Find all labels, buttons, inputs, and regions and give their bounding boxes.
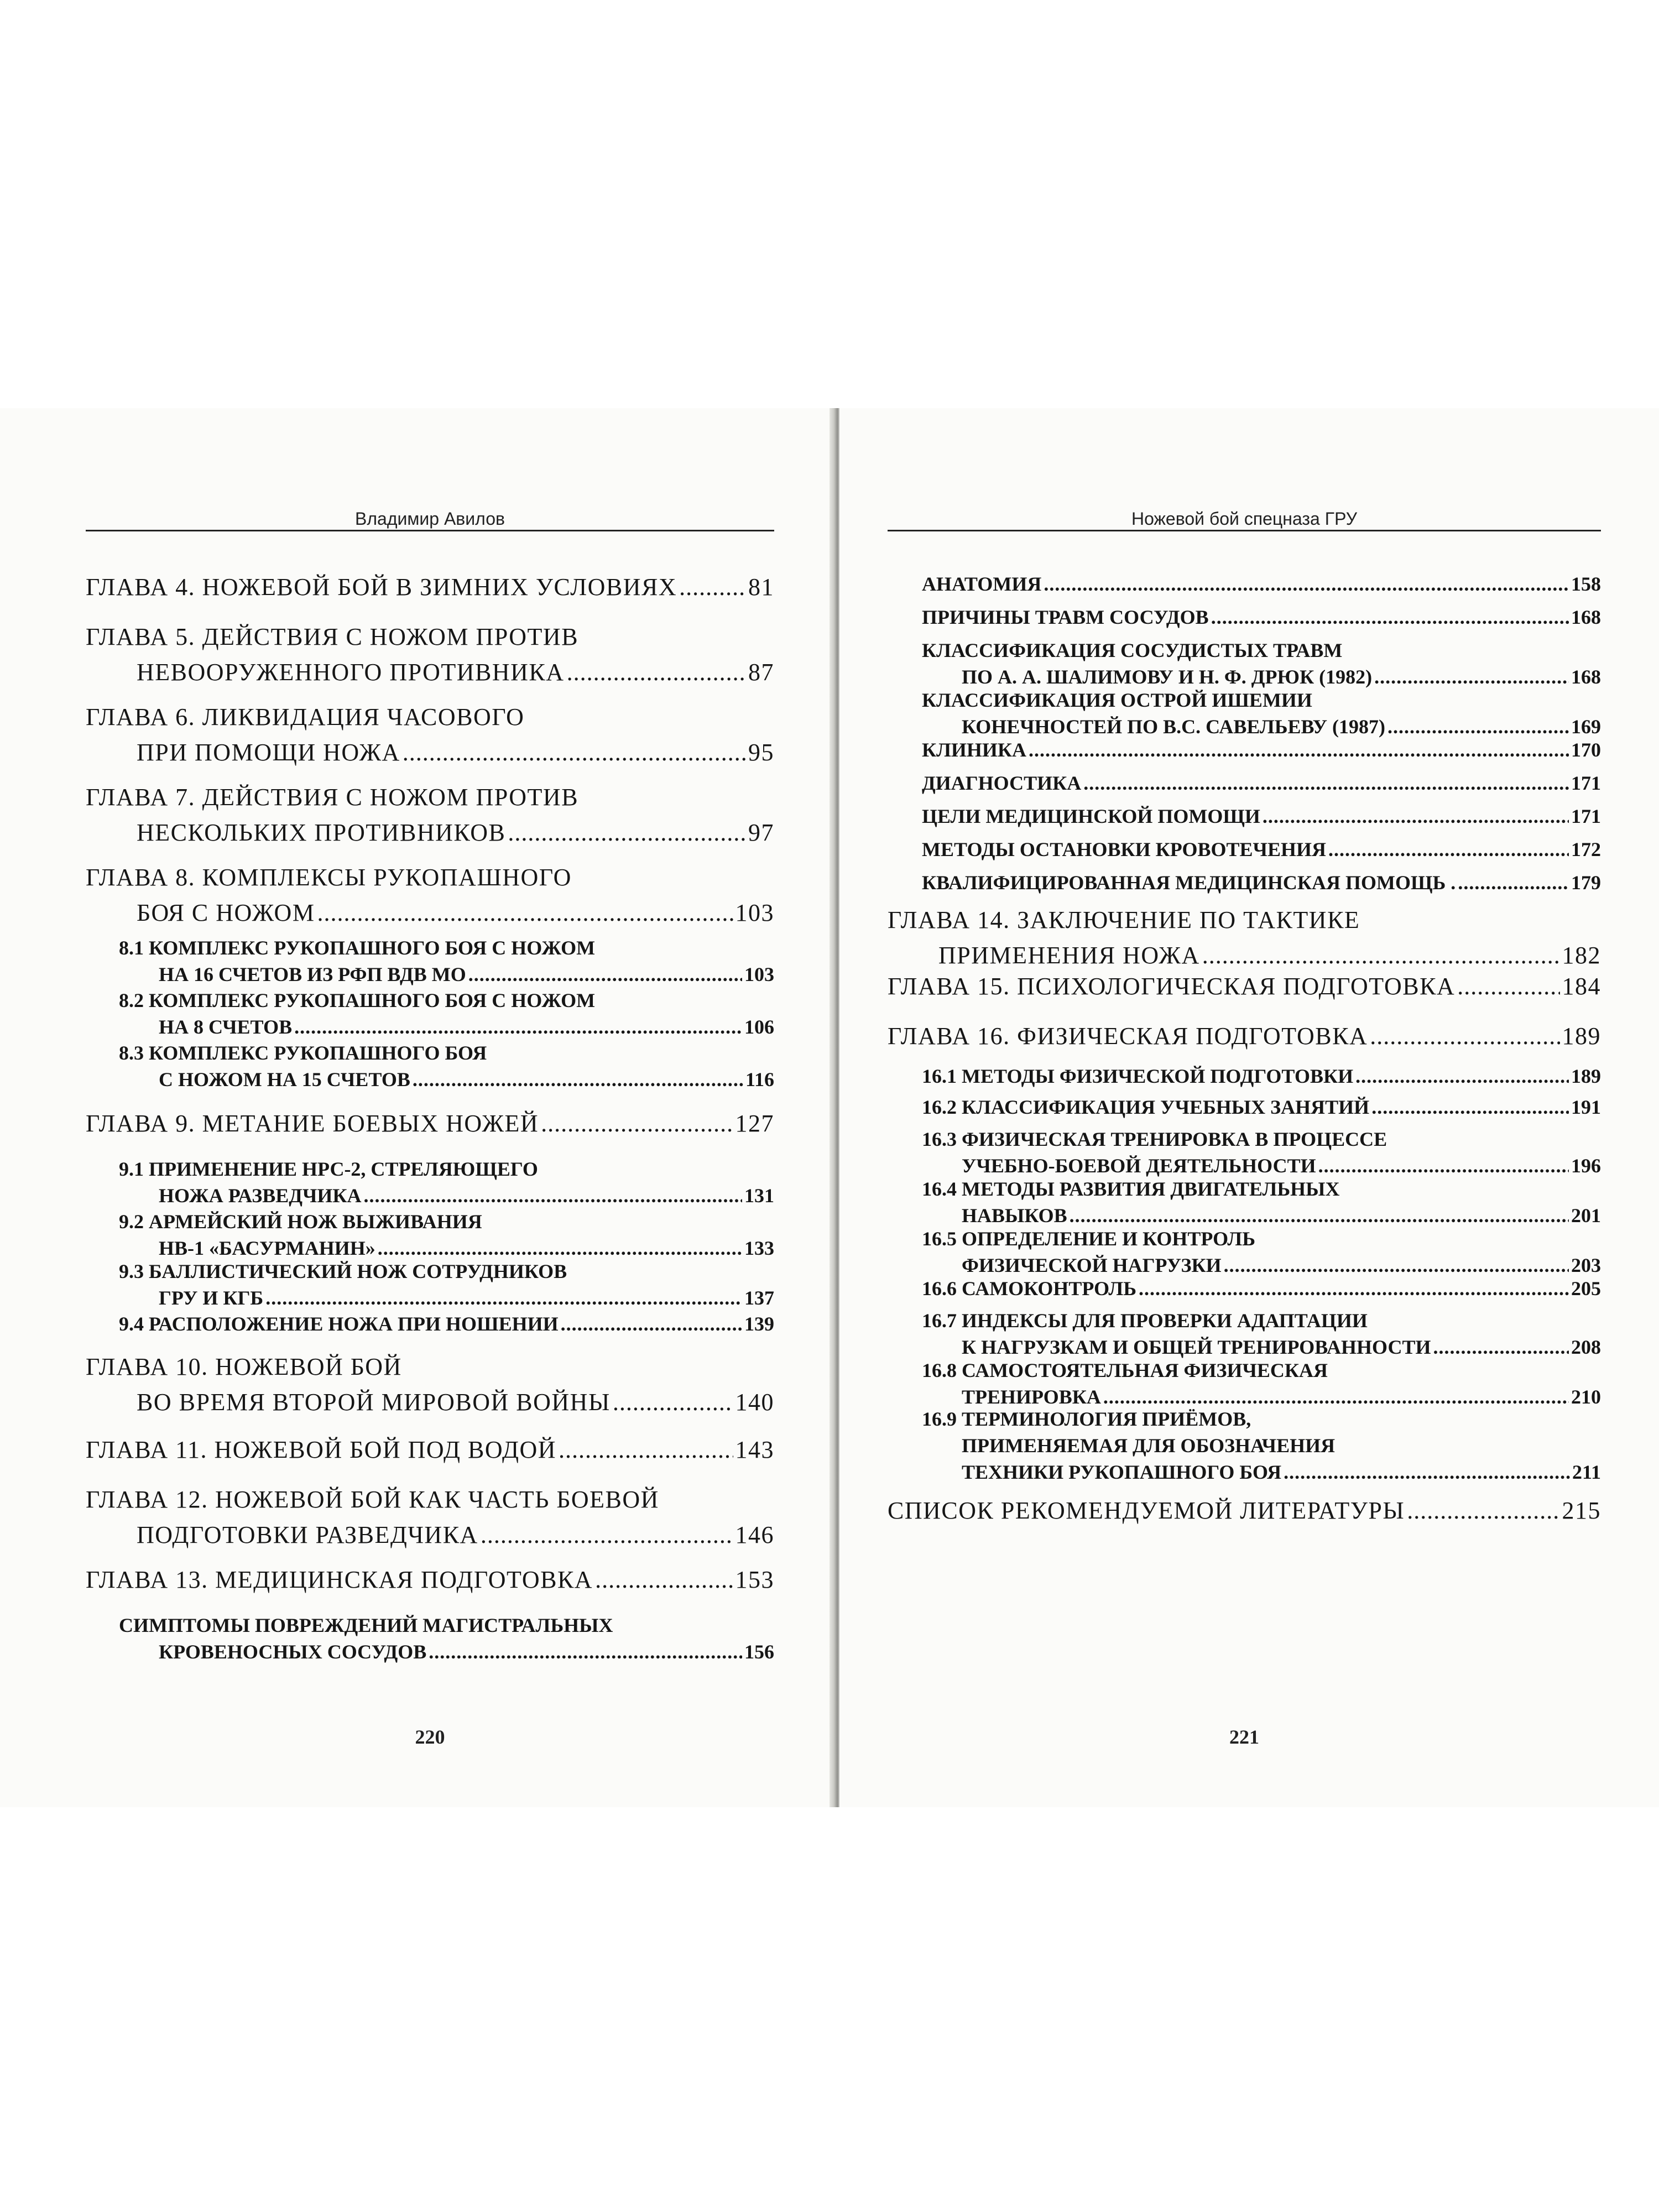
- toc-entry-title: ГЛАВА 5. ДЕЙСТВИЯ С НОЖОМ ПРОТИВ: [86, 623, 579, 650]
- toc-entry-title: ГРУ И КГБ: [159, 1287, 264, 1309]
- toc-entry-title: ГЛАВА 10. НОЖЕВОЙ БОЙ: [86, 1353, 402, 1380]
- toc-entry: [119, 1156, 774, 1209]
- dot-leader: [1371, 1094, 1569, 1120]
- dot-leader: [679, 570, 746, 605]
- toc-page-number: 140: [735, 1389, 774, 1416]
- toc-entry-title: 8.1 КОМПЛЕКС РУКОПАШНОГО БОЯ С НОЖОМ: [119, 937, 596, 959]
- toc-entry: [119, 935, 774, 988]
- dot-leader: [1355, 1063, 1569, 1089]
- toc-page-number: 182: [1562, 942, 1601, 969]
- toc-entry-title: 16.5 ОПРЕДЕЛЕНИЕ И КОНТРОЛЬ: [922, 1228, 1255, 1250]
- toc-entry-title: ГЛАВА 8. КОМПЛЕКСЫ РУКОПАШНОГО: [86, 864, 572, 891]
- toc-entry-title: 16.2 КЛАССИФИКАЦИЯ УЧЕБНЫХ ЗАНЯТИЙ: [922, 1096, 1370, 1118]
- toc-entry: [922, 836, 1601, 863]
- toc-entry-title: НА 8 СЧЕТОВ: [159, 1016, 293, 1038]
- toc-entry-title: ДИАГНОСТИКА: [922, 772, 1082, 794]
- toc-entry-title: КВАЛИФИЦИРОВАННАЯ МЕДИЦИНСКАЯ ПОМОЩЬ .: [922, 872, 1456, 894]
- toc-entry-title: ТЕХНИКИ РУКОПАШНОГО БОЯ: [962, 1461, 1282, 1483]
- toc-entry-title: 9.3 БАЛЛИСТИЧЕСКИЙ НОЖ СОТРУДНИКОВ: [119, 1260, 567, 1282]
- toc-entry: [86, 860, 774, 931]
- toc-entry-title: СПИСОК РЕКОМЕНДУЕМОЙ ЛИТЕРАТУРЫ: [888, 1497, 1405, 1524]
- toc-entry: [922, 604, 1601, 630]
- toc-page-number: 203: [1571, 1254, 1601, 1276]
- dot-leader: [1370, 1019, 1559, 1054]
- dot-leader: [559, 1432, 733, 1468]
- toc-page-number: 81: [748, 573, 774, 601]
- toc-entry-title: АНАТОМИЯ: [922, 573, 1042, 595]
- toc-entry-title: 16.4 МЕТОДЫ РАЗВИТИЯ ДВИГАТЕЛЬНЫХ: [922, 1178, 1340, 1200]
- toc-entry: [888, 1493, 1601, 1528]
- dot-leader: [567, 655, 746, 690]
- toc-entry-title: МЕТОДЫ ОСТАНОВКИ КРОВОТЕЧЕНИЯ: [922, 838, 1326, 860]
- toc-entry-title: КОНЕЧНОСТЕЙ ПО В.С. САВЕЛЬЕВУ (1987): [962, 716, 1386, 738]
- toc-entry: [922, 1094, 1601, 1120]
- header-rule-left: [86, 530, 774, 531]
- toc-entry: [119, 1311, 774, 1337]
- toc-page-number: 87: [748, 659, 774, 686]
- dot-leader: [429, 1639, 742, 1665]
- toc-entry-title: ПРИМЕНЕНИЯ НОЖА: [938, 942, 1200, 969]
- toc-entry: [922, 1176, 1601, 1229]
- toc-page-number: 168: [1571, 606, 1601, 628]
- toc-page-number: 103: [744, 963, 774, 985]
- dot-leader: [1458, 869, 1569, 896]
- toc-entry: [922, 1307, 1601, 1360]
- dot-leader: [265, 1285, 742, 1311]
- toc-entry-title: КЛАССИФИКАЦИЯ СОСУДИСТЫХ ТРАВМ: [922, 639, 1343, 661]
- toc-page-number: 131: [744, 1185, 774, 1207]
- dot-leader: [1328, 836, 1569, 863]
- page-number-left: 220: [415, 1726, 445, 1748]
- toc-entry-title: УЧЕБНО-БОЕВОЙ ДЕЯТЕЛЬНОСТИ: [962, 1155, 1316, 1177]
- toc-page-number: 103: [735, 899, 774, 926]
- toc-entry: [922, 571, 1601, 597]
- toc-entry: [922, 1406, 1601, 1485]
- toc-entry-title: ФИЗИЧЕСКОЙ НАГРУЗКИ: [962, 1254, 1222, 1276]
- toc-entry-title: 16.9 ТЕРМИНОЛОГИЯ ПРИЁМОВ,: [922, 1408, 1251, 1430]
- toc-page-number: 139: [744, 1313, 774, 1335]
- toc-entry-title: 16.1 МЕТОДЫ ФИЗИЧЕСКОЙ ПОДГОТОВКИ: [922, 1065, 1354, 1087]
- toc-entry: [86, 570, 774, 605]
- toc-page-number: 208: [1571, 1336, 1601, 1358]
- toc-page-number: 116: [745, 1068, 774, 1091]
- toc-page-number: 171: [1571, 772, 1601, 794]
- toc-entry-title: 16.7 ИНДЕКСЫ ДЛЯ ПРОВЕРКИ АДАПТАЦИИ: [922, 1310, 1368, 1332]
- dot-leader: [378, 1235, 742, 1261]
- dot-leader: [1044, 571, 1569, 597]
- toc-entry: [86, 1482, 774, 1553]
- toc-entry-title: 9.2 АРМЕЙСКИЙ НОЖ ВЫЖИВАНИЯ: [119, 1211, 482, 1233]
- toc-entry: [922, 687, 1601, 740]
- toc-entry: [922, 1275, 1601, 1302]
- toc-page-number: 156: [744, 1641, 774, 1663]
- toc-entry: [922, 637, 1601, 690]
- dot-leader: [413, 1066, 743, 1093]
- toc-page-number: 196: [1571, 1155, 1601, 1177]
- dot-leader: [1374, 664, 1569, 690]
- toc-entry: [922, 1357, 1601, 1410]
- toc-entry: [922, 737, 1601, 763]
- toc-entry: [86, 1106, 774, 1141]
- toc-entry-title: ГЛАВА 14. ЗАКЛЮЧЕНИЕ ПО ТАКТИКЕ: [888, 906, 1360, 933]
- toc-entry-title: НЕВООРУЖЕННОГО ПРОТИВНИКА: [137, 659, 565, 686]
- toc-entry-title: К НАГРУЗКАМ И ОБЩЕЙ ТРЕНИРОВАННОСТИ: [962, 1336, 1431, 1358]
- toc-page-number: 169: [1571, 716, 1601, 738]
- dot-leader: [541, 1106, 733, 1141]
- toc-entry: [119, 1258, 774, 1311]
- dot-leader: [403, 735, 746, 770]
- toc-entry-title: 16.6 САМОКОНТРОЛЬ: [922, 1277, 1137, 1300]
- dot-leader: [1457, 969, 1559, 1004]
- toc-page-number: 179: [1571, 872, 1601, 894]
- toc-entry-title: КЛИНИКА: [922, 739, 1027, 761]
- dot-leader: [1029, 737, 1569, 763]
- running-head-left: Владимир Авилов: [355, 509, 505, 529]
- toc-entry-title: ГЛАВА 15. ПСИХОЛОГИЧЕСКАЯ ПОДГОТОВКА: [888, 973, 1455, 1000]
- toc-page-number: 205: [1571, 1277, 1601, 1300]
- toc-page-number: 201: [1571, 1204, 1601, 1227]
- toc-entry: [922, 770, 1601, 796]
- toc-entry-title: С НОЖОМ НА 15 СЧЕТОВ: [159, 1068, 410, 1091]
- toc-page-number: 153: [735, 1566, 774, 1593]
- toc-entry: [888, 902, 1601, 973]
- toc-page-number: 184: [1562, 973, 1601, 1000]
- toc-entry-title: КРОВЕНОСНЫХ СОСУДОВ: [159, 1641, 427, 1663]
- dot-leader: [481, 1517, 733, 1553]
- toc-entry-title: 9.4 РАСПОЛОЖЕНИЕ НОЖА ПРИ НОШЕНИИ: [119, 1313, 559, 1335]
- toc-entry-title: КЛАССИФИКАЦИЯ ОСТРОЙ ИШЕМИИ: [922, 689, 1312, 711]
- toc-page-number: 172: [1571, 838, 1601, 860]
- toc-page-number: 137: [744, 1287, 774, 1309]
- toc-page-number: 189: [1562, 1022, 1601, 1050]
- toc-page-number: 191: [1571, 1096, 1601, 1118]
- toc-page-number: 189: [1571, 1065, 1601, 1087]
- toc-entry: [86, 1562, 774, 1598]
- toc-entry-title: ПО А. А. ШАЛИМОВУ И Н. Ф. ДРЮК (1982): [962, 666, 1373, 688]
- toc-entry-title: НА 16 СЧЕТОВ ИЗ РФП ВДВ МО: [159, 963, 466, 985]
- toc-entry-title: ГЛАВА 12. НОЖЕВОЙ БОЙ КАК ЧАСТЬ БОЕВОЙ: [86, 1486, 659, 1513]
- toc-entry-title: ПОДГОТОВКИ РАЗВЕДЧИКА: [137, 1521, 478, 1548]
- toc-page-number: 158: [1571, 573, 1601, 595]
- toc-page-number: 211: [1572, 1461, 1601, 1483]
- toc-entry: [86, 619, 774, 690]
- dot-leader: [613, 1385, 733, 1420]
- toc-entry-title: НВ-1 «БАСУРМАНИН»: [159, 1237, 375, 1259]
- toc-page-number: 106: [744, 1016, 774, 1038]
- toc-entry-title: ЦЕЛИ МЕДИЦИНСКОЙ ПОМОЩИ: [922, 805, 1260, 827]
- toc-entry-title: 9.1 ПРИМЕНЕНИЕ НРС-2, СТРЕЛЯЮЩЕГО: [119, 1158, 538, 1180]
- dot-leader: [1070, 1202, 1569, 1229]
- toc-entry: [119, 1208, 774, 1261]
- dot-leader: [1224, 1252, 1569, 1279]
- toc-entry: [119, 1612, 774, 1665]
- toc-page-number: 170: [1571, 739, 1601, 761]
- toc-entry: [922, 1225, 1601, 1279]
- toc-entry: [922, 869, 1601, 896]
- toc-page-number: 133: [744, 1237, 774, 1259]
- toc-entry-title: ГЛАВА 4. НОЖЕВОЙ БОЙ В ЗИМНИХ УСЛОВИЯХ: [86, 573, 677, 601]
- dot-leader: [1284, 1459, 1570, 1485]
- toc-entry-title: 8.2 КОМПЛЕКС РУКОПАШНОГО БОЯ С НОЖОМ: [119, 989, 596, 1011]
- dot-leader: [1318, 1152, 1569, 1179]
- dot-leader: [595, 1562, 733, 1598]
- toc-entry-title: ГЛАВА 11. НОЖЕВОЙ БОЙ ПОД ВОДОЙ: [86, 1436, 557, 1463]
- toc-entry-title: НОЖА РАЗВЕДЧИКА: [159, 1185, 362, 1207]
- dot-leader: [294, 1014, 742, 1040]
- toc-entry: [888, 969, 1601, 1004]
- toc-entry-title: ПРИМЕНЯЕМАЯ ДЛЯ ОБОЗНАЧЕНИЯ: [962, 1434, 1335, 1457]
- toc-page-number: 210: [1571, 1386, 1601, 1408]
- toc-entry-title: НЕСКОЛЬКИХ ПРОТИВНИКОВ: [137, 819, 506, 846]
- dot-leader: [1202, 938, 1560, 973]
- dot-leader: [1083, 770, 1569, 796]
- toc-entry: [888, 1019, 1601, 1054]
- toc-entry: [119, 1040, 774, 1093]
- toc-entry-title: ГЛАВА 9. МЕТАНИЕ БОЕВЫХ НОЖЕЙ: [86, 1110, 539, 1137]
- toc-entry-title: НАВЫКОВ: [962, 1204, 1067, 1227]
- toc-entry-title: БОЯ С НОЖОМ: [137, 899, 315, 926]
- toc-entry: [86, 780, 774, 851]
- dot-leader: [508, 815, 746, 851]
- toc-page-number: 97: [748, 819, 774, 846]
- toc-entry-title: ГЛАВА 16. ФИЗИЧЕСКАЯ ПОДГОТОВКА: [888, 1022, 1368, 1050]
- toc-entry: [86, 1349, 774, 1420]
- toc-page-number: 95: [748, 739, 774, 766]
- toc-page-number: 146: [735, 1521, 774, 1548]
- toc-entry: [922, 803, 1601, 830]
- header-rule-right: [888, 530, 1601, 531]
- toc-page-number: 127: [735, 1110, 774, 1137]
- dot-leader: [1387, 713, 1569, 740]
- toc-entry: [922, 1126, 1601, 1179]
- toc-entry-title: ТРЕНИРОВКА: [962, 1386, 1101, 1408]
- toc-entry-title: ГЛАВА 6. ЛИКВИДАЦИЯ ЧАСОВОГО: [86, 703, 525, 731]
- toc-entry-title: 16.3 ФИЗИЧЕСКАЯ ТРЕНИРОВКА В ПРОЦЕССЕ: [922, 1128, 1387, 1150]
- toc-entry: [86, 1432, 774, 1468]
- dot-leader: [1407, 1493, 1559, 1528]
- toc-entry: [86, 700, 774, 770]
- dot-leader: [1139, 1275, 1569, 1302]
- running-head-right: Ножевой бой спецназа ГРУ: [1131, 509, 1358, 529]
- book-gutter: [830, 408, 839, 1807]
- toc-page-number: 215: [1562, 1497, 1601, 1524]
- dot-leader: [1211, 604, 1569, 630]
- toc-entry-title: ГЛАВА 13. МЕДИЦИНСКАЯ ПОДГОТОВКА: [86, 1566, 593, 1593]
- toc-entry-title: ГЛАВА 7. ДЕЙСТВИЯ С НОЖОМ ПРОТИВ: [86, 784, 579, 811]
- page-number-right: 221: [1229, 1726, 1259, 1748]
- toc-entry-title: ПРИ ПОМОЩИ НОЖА: [137, 739, 400, 766]
- dot-leader: [468, 961, 742, 988]
- toc-entry-title: 16.8 САМОСТОЯТЕЛЬНАЯ ФИЗИЧЕСКАЯ: [922, 1359, 1328, 1381]
- dot-leader: [364, 1182, 742, 1209]
- toc-entry-title: ПРИЧИНЫ ТРАВМ СОСУДОВ: [922, 606, 1209, 628]
- toc-entry: [119, 987, 774, 1040]
- toc-entry: [922, 1063, 1601, 1089]
- toc-entry-title: 8.3 КОМПЛЕКС РУКОПАШНОГО БОЯ: [119, 1042, 487, 1064]
- toc-page-number: 143: [735, 1436, 774, 1463]
- toc-page-number: 168: [1571, 666, 1601, 688]
- dot-leader: [317, 895, 733, 931]
- dot-leader: [561, 1311, 742, 1337]
- toc-page-number: 171: [1571, 805, 1601, 827]
- toc-entry-title: ВО ВРЕМЯ ВТОРОЙ МИРОВОЙ ВОЙНЫ: [137, 1389, 611, 1416]
- toc-entry-title: СИМПТОМЫ ПОВРЕЖДЕНИЙ МАГИСТРАЛЬНЫХ: [119, 1614, 613, 1636]
- dot-leader: [1262, 803, 1569, 830]
- dot-leader: [1433, 1334, 1569, 1360]
